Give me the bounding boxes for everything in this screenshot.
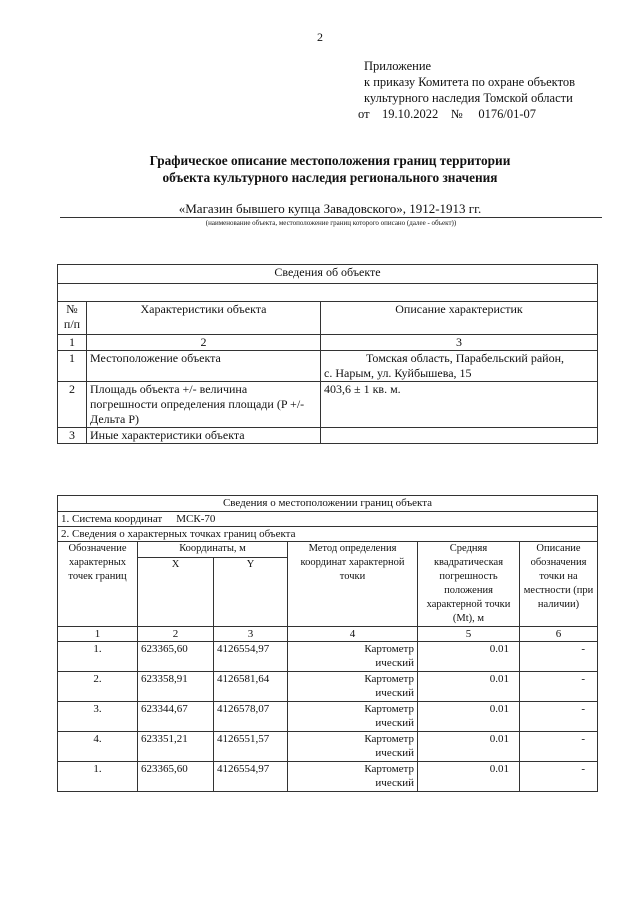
header-coordinates: Координаты, м xyxy=(138,542,288,558)
header-point: Обозначение характерных точек границ xyxy=(58,542,138,627)
row-num: 3 xyxy=(58,428,87,444)
object-name-underline xyxy=(60,217,602,218)
row-description: 403,6 ± 1 кв. м. xyxy=(321,382,598,428)
boundary-caption: Сведения о местоположении границ объекта xyxy=(58,496,598,512)
point-y: 4126554,97 xyxy=(214,762,288,792)
col-number: 2 xyxy=(138,627,214,642)
row-num: 1 xyxy=(58,351,87,382)
object-name: «Магазин бывшего купца Завадовского», 1912-1913 гг. xyxy=(178,201,482,216)
coord-system-value: МСК-70 xyxy=(176,513,216,525)
table-row xyxy=(58,351,598,382)
col-number: 4 xyxy=(288,627,418,642)
point-y: 4126578,07 xyxy=(214,702,288,732)
spacer-row xyxy=(58,284,598,302)
table-row xyxy=(58,762,598,792)
point-id: 2. xyxy=(58,672,138,702)
col-number: 1 xyxy=(58,335,87,351)
coord-system-row xyxy=(58,512,598,527)
row-description xyxy=(321,351,598,382)
header-marking: Описание обозначения точки на местности (при наличии) xyxy=(520,542,598,627)
title-line: Графическое описание местоположения границ территории xyxy=(149,153,511,168)
point-method: Картометрический xyxy=(288,732,418,762)
row-characteristic: Иные характеристики объекта xyxy=(87,428,321,444)
point-error: 0.01 xyxy=(418,702,520,732)
appendix-line: к приказу Комитета по охране объектов xyxy=(364,75,576,89)
point-marking: - xyxy=(520,732,598,762)
document-title xyxy=(60,152,600,186)
point-method: Картометрический xyxy=(288,642,418,672)
point-marking: - xyxy=(520,672,598,702)
header-y: Y xyxy=(214,557,288,626)
appendix-line: Приложение xyxy=(364,59,432,73)
point-error: 0.01 xyxy=(418,762,520,792)
point-marking: - xyxy=(520,702,598,732)
point-error: 0.01 xyxy=(418,732,520,762)
point-id: 3. xyxy=(58,702,138,732)
point-method: Картометрический xyxy=(288,702,418,732)
page-number: 2 xyxy=(317,30,323,44)
point-marking: - xyxy=(520,762,598,792)
row-characteristic: Площадь объекта +/- величина погрешности определения площади (P +/- Дельта P) xyxy=(87,382,321,428)
table-row xyxy=(58,642,598,672)
header-x: X xyxy=(138,557,214,626)
point-y: 4126581,64 xyxy=(214,672,288,702)
appendix-date-line: от 19.10.2022 № 0176/01-07 xyxy=(358,107,536,121)
table-row xyxy=(58,702,598,732)
title-line: объекта культурного наследия регионального значения xyxy=(162,170,498,185)
table-row xyxy=(58,672,598,702)
col-number: 6 xyxy=(520,627,598,642)
point-id: 1. xyxy=(58,642,138,672)
boundary-table xyxy=(57,495,598,792)
description-line: Томская область, Парабельский район, xyxy=(366,351,564,365)
point-x: 623344,67 xyxy=(138,702,214,732)
header-method: Метод определения координат характерной точки xyxy=(288,542,418,627)
points-caption: 2. Сведения о характерных точках границ объекта xyxy=(58,527,598,542)
object-name-note: (наименование объекта, местоположение границ которого описано (далее - объект)) xyxy=(205,219,457,227)
col-number: 1 xyxy=(58,627,138,642)
point-y: 4126551,57 xyxy=(214,732,288,762)
header-description: Описание характеристик xyxy=(321,302,598,335)
col-number: 5 xyxy=(418,627,520,642)
header-characteristics: Характеристики объекта xyxy=(87,302,321,335)
object-info-table xyxy=(57,264,598,444)
appendix-line: культурного наследия Томской области xyxy=(364,91,573,105)
header-error: Средняя квадратическая погрешность положения характерной точки (Mt), м xyxy=(418,542,520,627)
point-error: 0.01 xyxy=(418,672,520,702)
row-characteristic: Местоположение объекта xyxy=(87,351,321,382)
point-id: 4. xyxy=(58,732,138,762)
point-x: 623365,60 xyxy=(138,642,214,672)
col-number: 3 xyxy=(321,335,598,351)
point-x: 623358,91 xyxy=(138,672,214,702)
table-row xyxy=(58,732,598,762)
appendix-block xyxy=(358,58,576,122)
row-description xyxy=(321,428,598,444)
point-error: 0.01 xyxy=(418,642,520,672)
point-marking: - xyxy=(520,642,598,672)
point-id: 1. xyxy=(58,762,138,792)
point-method: Картометрический xyxy=(288,762,418,792)
point-x: 623365,60 xyxy=(138,762,214,792)
table-row xyxy=(58,428,598,444)
row-num: 2 xyxy=(58,382,87,428)
col-number: 2 xyxy=(87,335,321,351)
object-info-caption: Сведения об объекте xyxy=(58,265,598,284)
header-num: № п/п xyxy=(58,302,87,335)
table-row xyxy=(58,382,598,428)
point-method: Картометрический xyxy=(288,672,418,702)
description-line: с. Нарым, ул. Куйбышева, 15 xyxy=(324,366,472,380)
point-x: 623351,21 xyxy=(138,732,214,762)
point-y: 4126554,97 xyxy=(214,642,288,672)
col-number: 3 xyxy=(214,627,288,642)
coord-system-label: 1. Система координат xyxy=(61,513,163,525)
